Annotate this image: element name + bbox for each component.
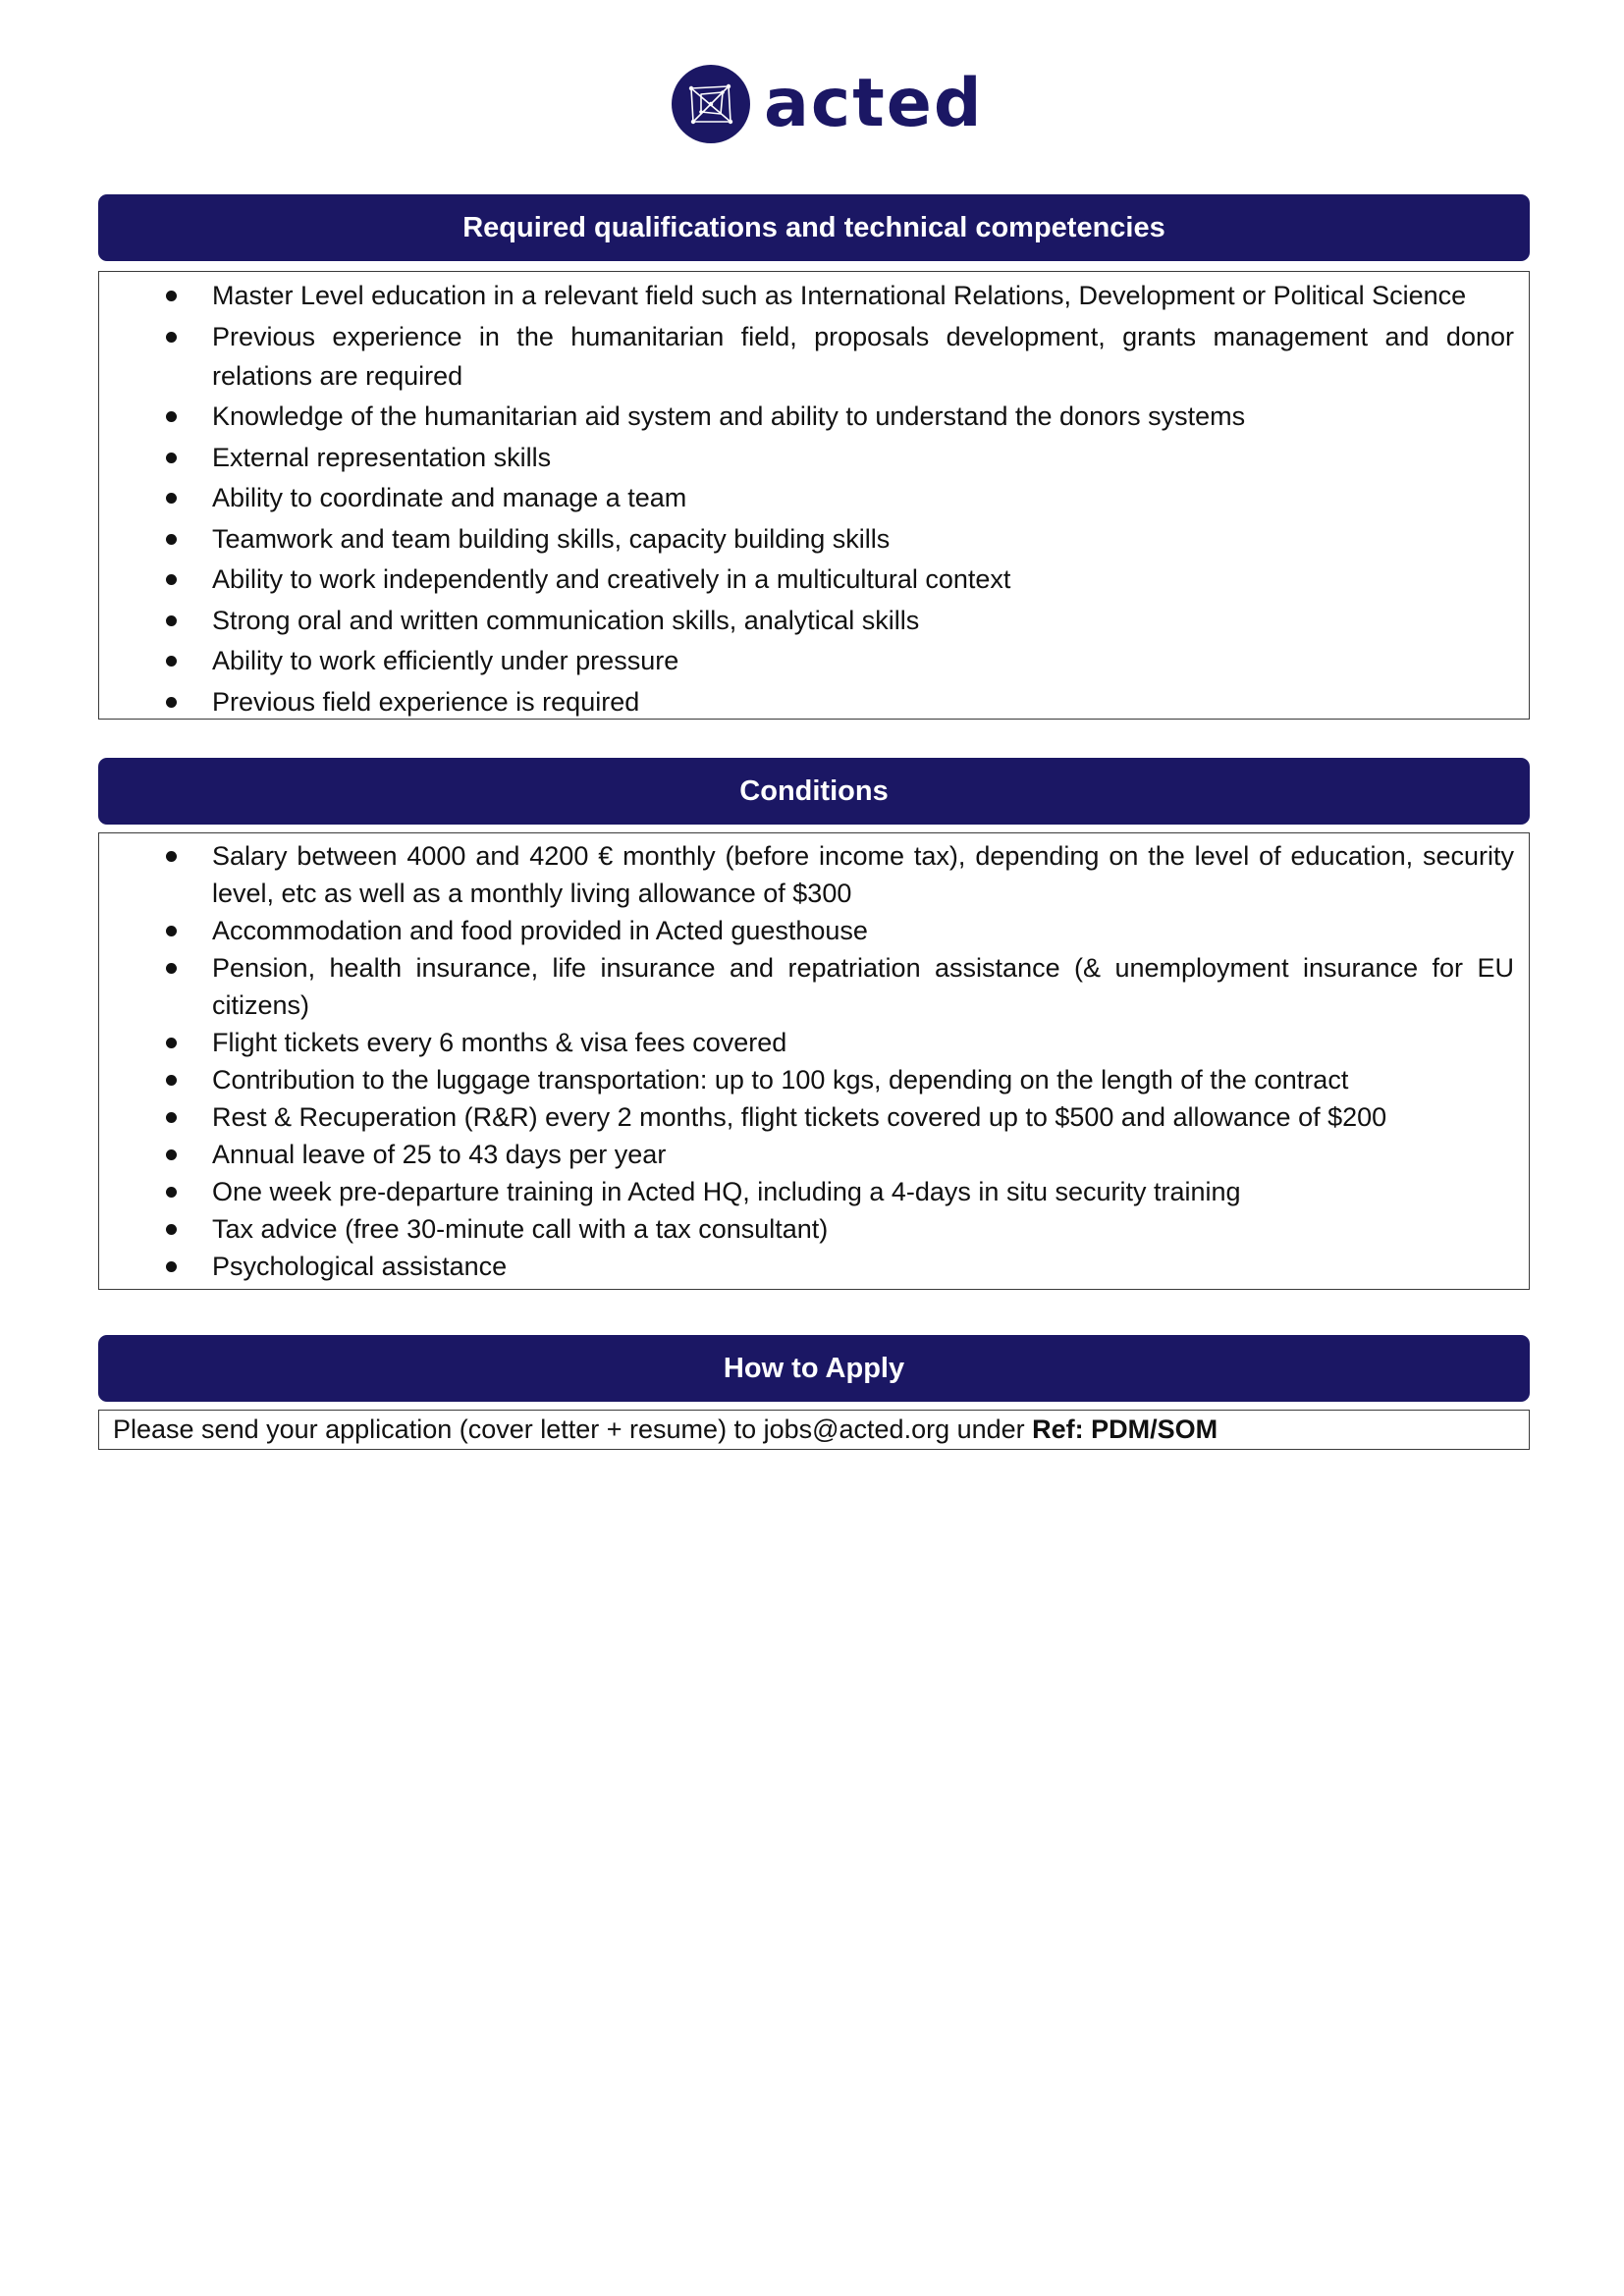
requirements-header: [98, 194, 1530, 261]
condition-item: One week pre-departure training in Acted HQ, including a 4-days in situ security training: [99, 1173, 1529, 1210]
condition-item: Annual leave of 25 to 43 days per year: [99, 1136, 1529, 1173]
requirements-title: Required qualifications and technical competencies: [462, 211, 1165, 243]
requirement-item: Knowledge of the humanitarian aid system and ability to understand the donors systems: [99, 397, 1529, 436]
condition-item: Pension, health insurance, life insurance and repatriation assistance (& unemployment insurance for EU citizens): [99, 949, 1529, 1024]
apply-header: [98, 1335, 1530, 1402]
condition-item: Salary between 4000 and 4200 € monthly (before income tax), depending on the level of education, security level, etc as well as a monthly living allowance of $300: [99, 837, 1529, 912]
conditions-box: [98, 832, 1530, 1290]
acted-emblem-icon: [672, 65, 750, 143]
conditions-list: [99, 837, 1529, 1285]
conditions-title: Conditions: [739, 774, 889, 807]
apply-box: [98, 1410, 1530, 1450]
condition-item: Psychological assistance: [99, 1248, 1529, 1285]
condition-item: Rest & Recuperation (R&R) every 2 months, flight tickets covered up to $500 and allowance of $200: [99, 1098, 1529, 1136]
condition-item: Tax advice (free 30-minute call with a tax consultant): [99, 1210, 1529, 1248]
condition-item: Flight tickets every 6 months & visa fees covered: [99, 1024, 1529, 1061]
apply-title: How to Apply: [723, 1352, 905, 1384]
requirements-box: [98, 271, 1530, 720]
requirement-item: Master Level education in a relevant field such as International Relations, Development or Political Science: [99, 276, 1529, 315]
apply-text: Please send your application (cover letter + resume) to jobs@acted.org under: [113, 1415, 1033, 1444]
requirement-item: Ability to coordinate and manage a team: [99, 478, 1529, 517]
requirement-item: Ability to work efficiently under pressure: [99, 641, 1529, 680]
condition-item: Accommodation and food provided in Acted guesthouse: [99, 912, 1529, 949]
requirement-item: Teamwork and team building skills, capacity building skills: [99, 519, 1529, 559]
conditions-header: [98, 758, 1530, 825]
apply-reference: Ref: PDM/SOM: [1032, 1415, 1218, 1444]
requirement-item: Ability to work independently and creatively in a multicultural context: [99, 560, 1529, 599]
requirements-list: [99, 276, 1529, 721]
requirement-item: Strong oral and written communication skills, analytical skills: [99, 601, 1529, 640]
condition-item: Contribution to the luggage transportation: up to 100 kgs, depending on the length of the contract: [99, 1061, 1529, 1098]
logo-wordmark: acted: [764, 65, 984, 142]
requirement-item: External representation skills: [99, 438, 1529, 477]
requirement-item: Previous field experience is required: [99, 682, 1529, 721]
requirement-item: Previous experience in the humanitarian field, proposals development, grants management and donor relations are required: [99, 317, 1529, 396]
acted-logo: [672, 63, 984, 145]
apply-instructions: [99, 1411, 1529, 1448]
